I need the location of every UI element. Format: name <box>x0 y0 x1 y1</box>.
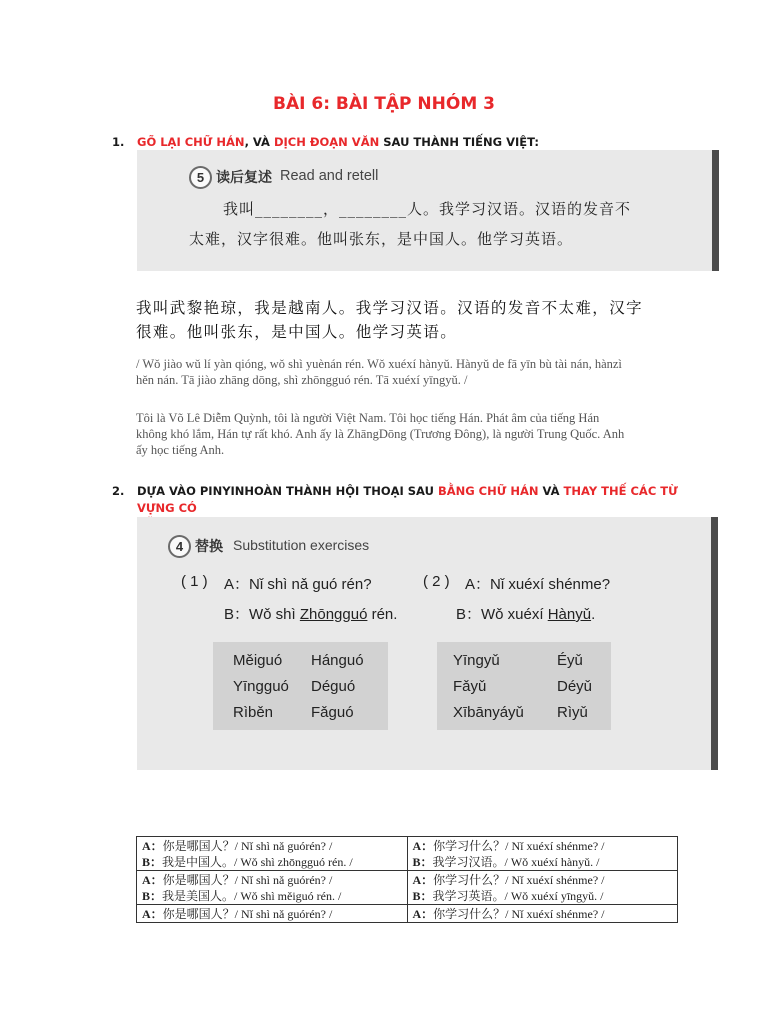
example-1-label: ( 1 ) <box>181 573 208 590</box>
dialogue-text: 你是哪国人？/ Nǐ shì nǎ guórén? / <box>162 907 333 921</box>
dialogue-text: 我是中国人。/ Wǒ shì zhōngguó rén. / <box>162 855 353 869</box>
word-item: Rìběn <box>233 704 274 721</box>
speaker-label: A： <box>412 873 434 887</box>
exercise-heading-cn: 读后复述 <box>216 170 272 186</box>
speaker-label: B： <box>412 889 433 903</box>
page-title: BÀI 6: BÀI TẬP NHÓM 3 <box>273 94 495 114</box>
word-item: Xībānyáyǔ <box>453 704 524 721</box>
speaker-label: B： <box>142 855 163 869</box>
table-cell <box>407 837 678 871</box>
dialogue-line <box>142 888 401 904</box>
q1-part-and: , VÀ <box>244 135 274 149</box>
scan-substitution <box>137 517 718 770</box>
dialogue-line <box>413 906 672 922</box>
exercise-number-badge: 4 <box>168 535 191 558</box>
q2-part-based: DỰA VÀO PINYINHOÀN THÀNH HỘI THOẠI SAU <box>137 484 438 498</box>
translation-line-2: không khó lắm, Hán tự rất khó. Anh ấy là ZhāngDōng (Trương Đông), là người Trung Quốc. Anh <box>136 427 625 441</box>
dialogue-text: 你学习什么？/ Nǐ xuéxí shénme? / <box>433 839 605 853</box>
answer-pinyin <box>136 356 696 388</box>
translation-line-3: ấy học tiếng Anh. <box>136 443 225 457</box>
example-1-question: A：Nǐ shì nǎ guó rén? <box>224 576 372 593</box>
substitution-word-box-countries <box>213 642 388 730</box>
dialogue-text: 你学习什么？/ Nǐ xuéxí shénme? / <box>433 873 605 887</box>
q1-part-translate: DỊCH ĐOẠN VĂN <box>273 135 380 149</box>
example-2-answer <box>456 603 595 624</box>
dialogue-text: 我学习英语。/ Wǒ xuéxí yīngyǔ. / <box>432 889 604 903</box>
word-item: Hánguó <box>311 652 364 669</box>
dialogue-text: 你学习什么？/ Nǐ xuéxí shénme? / <box>433 907 605 921</box>
table-cell <box>137 871 408 905</box>
table-cell <box>137 837 408 871</box>
dialogue-table <box>136 836 678 923</box>
word-item: Yīngguó <box>233 678 289 695</box>
speaker-label: B： <box>412 855 433 869</box>
example-1-answer <box>224 603 397 624</box>
q2-part-hanzi: BẰNG CHỮ HÁN <box>437 484 539 498</box>
example-1-answer-suffix: rén. <box>367 606 398 623</box>
dialogue-line <box>413 888 672 904</box>
dialogue-line <box>142 906 401 922</box>
dialogue-line <box>142 854 401 870</box>
speaker-label: A： <box>412 839 434 853</box>
dialogue-text: 我学习汉语。/ Wǒ xuéxí hànyǔ. / <box>432 855 600 869</box>
dialogue-text: 你是哪国人？/ Nǐ shì nǎ guórén? / <box>162 873 333 887</box>
q1-part-retype: GÕ LẠI CHỮ HÁN <box>137 135 245 149</box>
answer-chinese <box>136 296 696 344</box>
q2-part-and: VÀ <box>538 484 564 498</box>
table-cell <box>407 871 678 905</box>
table-row <box>137 905 678 923</box>
speaker-label: A： <box>142 873 163 887</box>
dialogue-line <box>142 872 401 888</box>
exercise-number-badge: 5 <box>189 166 212 189</box>
example-2-answer-prefix: B：Wǒ xuéxí <box>456 606 548 623</box>
scan-read-retell <box>137 150 719 271</box>
dialogue-line <box>413 854 672 870</box>
dialogue-line <box>413 872 672 888</box>
word-item: Měiguó <box>233 652 283 669</box>
question-1-number: 1. <box>112 135 125 149</box>
exercise-heading-en: Substitution exercises <box>233 537 370 553</box>
dialogue-text: 你是哪国人？/ Nǐ shì nǎ guórén? / <box>162 839 333 853</box>
example-1-answer-prefix: B：Wǒ shì <box>224 606 300 623</box>
table-row <box>137 871 678 905</box>
exercise-heading-en: Read and retell <box>280 168 379 184</box>
word-item: Rìyǔ <box>557 704 588 721</box>
question-1 <box>112 134 672 151</box>
dialogue-text: 我是美国人。/ Wǒ shì měiguó rén. / <box>162 889 342 903</box>
table-cell <box>407 905 678 923</box>
scan-edge <box>711 517 718 770</box>
question-2-number: 2. <box>112 484 125 498</box>
pinyin-line-1: / Wǒ jiào wǔ lí yàn qióng, wǒ shì yuènán rén. Wǒ xuéxí hànyǔ. Hànyǔ de fā yīn bù tài nán, hànzì <box>136 357 622 371</box>
example-2-answer-word: Hànyǔ <box>547 606 592 623</box>
speaker-label: A： <box>412 907 434 921</box>
table-cell <box>137 905 408 923</box>
answer-translation <box>136 410 696 458</box>
dialogue-line <box>413 838 672 854</box>
example-1-answer-word: Zhōngguó <box>299 606 368 623</box>
pinyin-line-2: hěn nán. Tā jiào zhāng dōng, shì zhōngguó rén. Tā xuéxí yīngyǔ. / <box>136 373 468 387</box>
table-row <box>137 837 678 871</box>
answer-cn-line-2: 很难。他叫张东，是中国人。他学习英语。 <box>136 323 458 341</box>
word-item: Yīngyǔ <box>453 652 500 669</box>
scan-edge <box>712 150 719 271</box>
substitution-word-box-languages <box>437 642 611 730</box>
speaker-label: A： <box>142 839 163 853</box>
example-2-label: ( 2 ) <box>423 573 450 590</box>
word-item: Éyǔ <box>557 652 583 669</box>
exercise-heading-cn: 替换 <box>195 539 223 555</box>
word-item: Fǎyǔ <box>453 678 487 695</box>
word-item: Déyǔ <box>557 678 593 695</box>
answer-cn-line-1: 我叫武黎艳琼，我是越南人。我学习汉语。汉语的发音不太难，汉字 <box>136 299 644 317</box>
translation-line-1: Tôi là Võ Lê Diễm Quỳnh, tôi là người Việt Nam. Tôi học tiếng Hán. Phát âm của tiếng Hán <box>136 411 600 425</box>
speaker-label: A： <box>142 907 163 921</box>
retell-line-1: 我叫________，________人。我学习汉语。汉语的发音不 <box>223 200 632 218</box>
retell-line-2: 太难，汉字很难。他叫张东，是中国人。他学习英语。 <box>189 230 574 248</box>
dialogue-line <box>142 838 401 854</box>
speaker-label: B： <box>142 889 163 903</box>
q1-part-target: SAU THÀNH TIẾNG VIỆT: <box>379 135 539 149</box>
word-item: Déguó <box>311 678 356 695</box>
example-2-answer-suffix: . <box>591 606 596 623</box>
example-2-question: A：Nǐ xuéxí shénme? <box>465 576 611 593</box>
q2-part-replace: THAY THẾ CÁC TỪ VỰNG CÓ <box>137 484 678 515</box>
word-item: Fǎguó <box>311 704 354 721</box>
